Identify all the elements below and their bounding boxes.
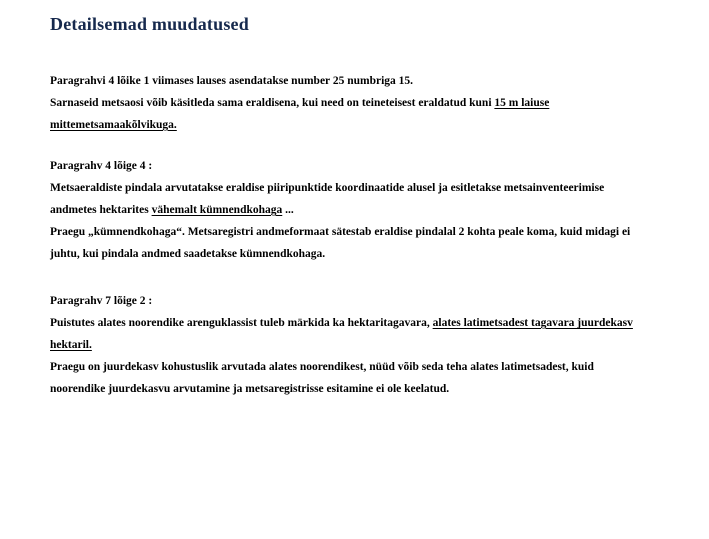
underlined-text: 15 m laiuse — [494, 97, 550, 109]
text-segment: Praegu „kümnendkohaga“. Metsaregistri andmeformaat sätestab eraldise pindalal 2 kohta peale koma, kuid midagi ei — [50, 226, 631, 238]
text-segment: Paragrahv 4 lõige 4 : — [50, 160, 153, 172]
text-line — [50, 92, 661, 114]
text-line — [50, 177, 661, 199]
text-line — [50, 378, 661, 400]
section-heading — [50, 155, 661, 177]
text-line — [50, 114, 661, 136]
page-title: Detailsemad muudatused — [50, 14, 249, 34]
text-line — [50, 221, 661, 243]
text-segment: Paragrahv 7 lõige 2 : — [50, 295, 153, 307]
text-segment: noorendike juurdekasvu arvutamine ja metsaregistrisse esitamine ei ole keelatud. — [50, 383, 450, 395]
text-segment: Puistutes alates noorendike arenguklassist tuleb märkida ka hektaritagavara, — [50, 317, 433, 329]
text-line — [50, 356, 661, 378]
section-paragrahv-4-loige-4 — [50, 155, 661, 265]
text-line — [50, 243, 661, 265]
text-segment: Metsaeraldiste pindala arvutatakse eraldise piiripunktide koordinaatide alusel ja esitletakse metsainventeerimise — [50, 182, 605, 194]
text-segment: andmetes hektarites — [50, 204, 152, 216]
section-paragrahv-7-loige-2 — [50, 290, 661, 400]
underlined-text: hektaril. — [50, 339, 92, 351]
text-line — [50, 334, 661, 356]
text-line — [50, 70, 661, 92]
text-segment: ... — [282, 204, 294, 216]
underlined-text: mittemetsamaakõlvikuga. — [50, 119, 177, 131]
section-paragrahv-4-loige-1 — [50, 70, 661, 136]
section-heading — [50, 290, 661, 312]
text-segment: juhtu, kui pindala andmed saadetakse kümnendkohaga. — [50, 248, 326, 260]
slide-body — [50, 70, 661, 400]
underlined-text: alates latimetsadest tagavara juurdekasv — [432, 317, 633, 329]
text-segment: Praegu on juurdekasv kohustuslik arvutada alates noorendikest, nüüd võib seda teha alates latimetsadest, kuid — [50, 361, 594, 373]
text-line — [50, 199, 661, 221]
text-segment: Paragrahvi 4 lõike 1 viimases lauses asendatakse number 25 numbriga 15. — [50, 75, 414, 87]
text-line — [50, 312, 661, 334]
underlined-text: vähemalt kümnendkohaga — [151, 204, 283, 216]
text-segment: Sarnaseid metsaosi võib käsitleda sama eraldisena, kui need on teineteisest eraldatud kuni — [50, 97, 495, 109]
